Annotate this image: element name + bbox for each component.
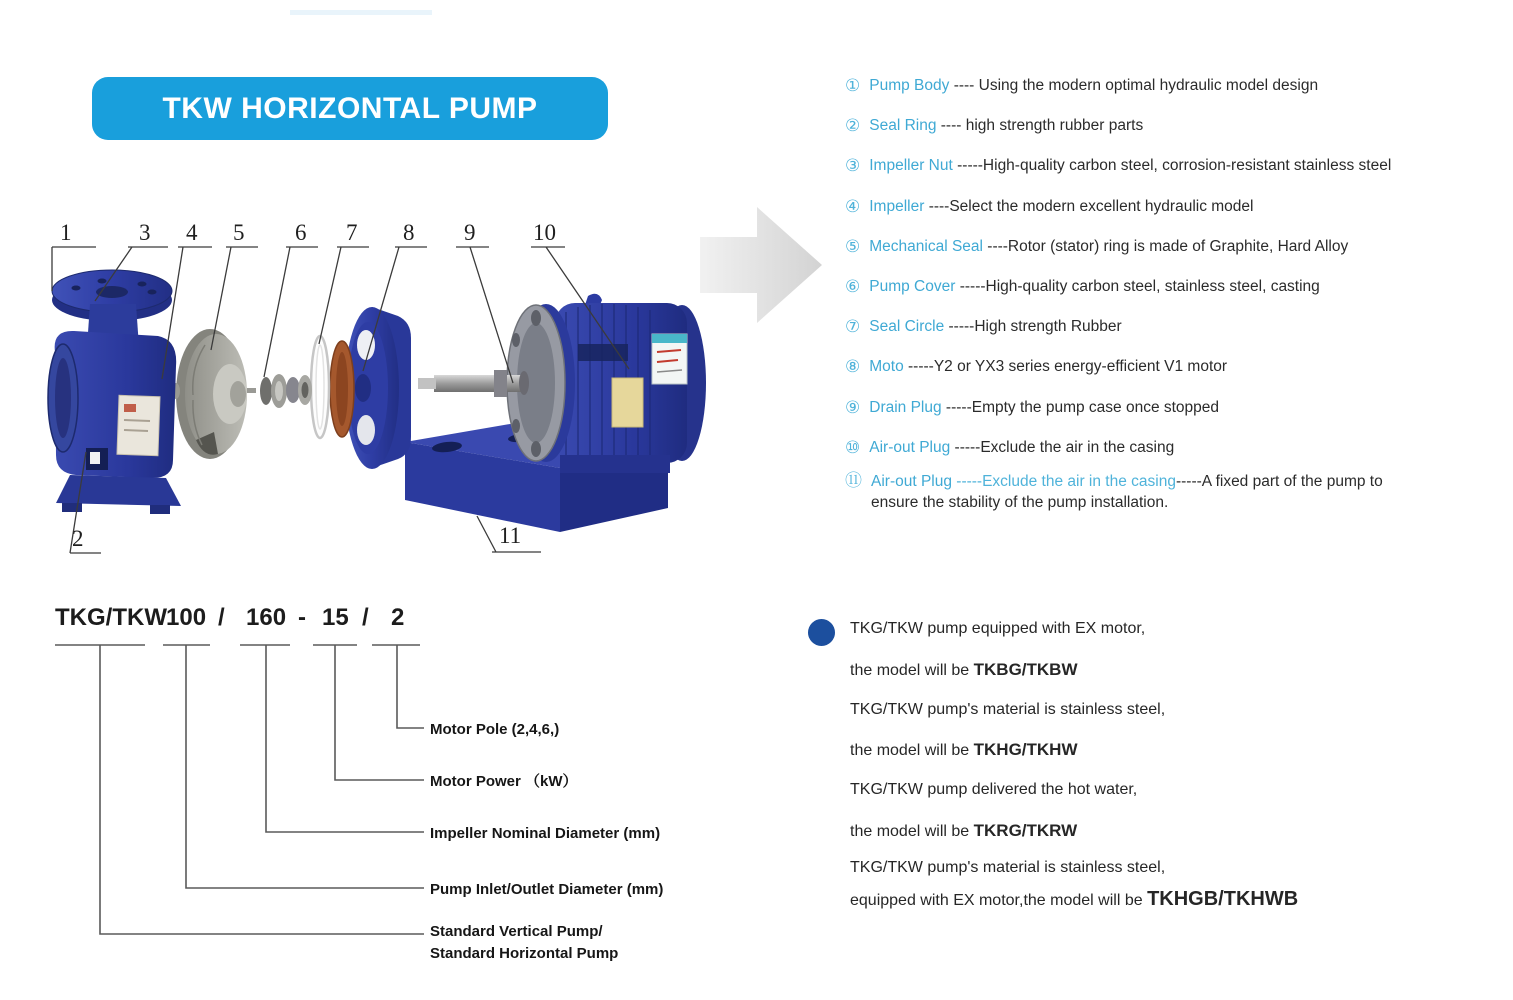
part-description: ----Select the modern excellent hydraulic model: [924, 197, 1254, 215]
part-description: -----A fixed part of the pump to: [1175, 472, 1383, 490]
page-title: TKW HORIZONTAL PUMP: [162, 91, 538, 125]
part-description: -----High strength Rubber: [944, 318, 1122, 336]
label-motor-pole: Motor Pole (2,4,6,): [430, 721, 560, 738]
flow-arrow-icon: [700, 207, 822, 323]
parts-list-item: [845, 187, 1513, 227]
part-name: Moto: [869, 358, 904, 376]
item-number-badge: ⑦: [845, 317, 861, 337]
label-standard-vertical: Standard Vertical Pump/: [430, 923, 603, 940]
part-description: -----Y2 or YX3 series energy-efficient V1 motor: [903, 358, 1228, 376]
part-name: Pump Cover: [869, 278, 956, 296]
part-description: -----Empty the pump case once stopped: [941, 398, 1220, 416]
part-name: Air-out Plug: [869, 438, 951, 456]
note-line: the model will be TKBG/TKBW: [850, 660, 1078, 679]
note-line: TKG/TKW pump delivered the hot water,: [850, 781, 1138, 798]
parts-list-item: [845, 388, 1513, 428]
part-name: Mechanical Seal: [869, 237, 983, 255]
model-code-pole: 2: [391, 604, 405, 631]
item-number-badge: ⑥: [845, 277, 861, 297]
parts-list-item: [845, 106, 1513, 146]
callout-11: 11: [499, 523, 522, 548]
callout-1: 1: [60, 220, 72, 245]
callout-2: 2: [72, 526, 84, 551]
parts-list-item: [845, 66, 1513, 106]
part-name: Impeller: [869, 197, 925, 215]
part-description: ---- Using the modern optimal hydraulic model design: [949, 77, 1319, 95]
label-impeller-diameter: Impeller Nominal Diameter (mm): [430, 825, 661, 842]
model-name: TKHG/TKHW: [973, 740, 1078, 759]
pump-cover-graphic: [330, 307, 411, 469]
callout-7: 7: [346, 220, 358, 245]
model-code-inlet: 100: [166, 604, 207, 631]
model-code-dash: -: [298, 604, 306, 631]
part-name: Pump Body: [869, 77, 950, 95]
parts-list: [845, 66, 1513, 513]
item-number-badge: ⑤: [845, 236, 861, 256]
note-line: TKG/TKW pump's material is stainless steel,: [850, 859, 1166, 876]
callout-9: 9: [464, 220, 476, 245]
parts-list-item: [845, 146, 1513, 186]
part-name: Seal Circle: [869, 318, 945, 336]
note-line: the model will be TKHG/TKHW: [850, 740, 1078, 759]
item-number-badge: ②: [845, 116, 861, 136]
part-description: -----High-quality carbon steel, stainless steel, casting: [955, 278, 1320, 296]
model-name: TKHGB/TKHWB: [1147, 888, 1299, 910]
item-number-badge: ⑧: [845, 357, 861, 377]
item-number-badge: ⑪: [845, 470, 862, 490]
part-name: Air-out Plug: [871, 472, 952, 490]
title-banner: [92, 77, 608, 140]
model-code-series: TKG/TKW: [55, 604, 167, 631]
note-line: TKG/TKW pump's material is stainless steel,: [850, 701, 1166, 718]
mechanical-seal-graphic: [247, 374, 312, 408]
bullet-icon: [808, 619, 835, 646]
seal-circle-graphic: [311, 336, 329, 438]
callout-4: 4: [186, 220, 198, 245]
model-code-power: 15: [322, 604, 349, 631]
callout-3: 3: [139, 220, 151, 245]
top-decor-strip: [290, 10, 432, 15]
part-description: ---- high strength rubber parts: [936, 117, 1144, 135]
callout-8: 8: [403, 220, 415, 245]
note-line: the model will be TKRG/TKRW: [850, 821, 1078, 840]
callout-10: 10: [533, 220, 556, 245]
item-number-badge: ⑨: [845, 397, 861, 417]
part-name: Drain Plug: [869, 398, 942, 416]
pump-exploded-diagram: [0, 195, 870, 585]
part-name: Impeller Nut: [869, 157, 953, 175]
parts-list-item: [845, 470, 1513, 513]
parts-list-item: [845, 347, 1513, 387]
model-code-slash2: /: [362, 604, 369, 631]
model-name: TKBG/TKBW: [973, 660, 1078, 679]
item-number-badge: ①: [845, 76, 861, 96]
model-code-bracket-lines: [0, 600, 760, 1000]
part-description: -----Exclude the air in the casing: [950, 438, 1175, 456]
parts-list-item: [845, 307, 1513, 347]
item-number-badge: ③: [845, 156, 861, 176]
parts-list-item: [845, 227, 1513, 267]
note-line: TKG/TKW pump equipped with EX motor,: [850, 620, 1146, 637]
item-number-badge: ④: [845, 196, 861, 216]
parts-list-item: [845, 428, 1513, 468]
part-description: -----High-quality carbon steel, corrosion-resistant stainless steel: [952, 157, 1392, 175]
item-number-badge: ⑩: [845, 437, 861, 457]
callout-5: 5: [233, 220, 245, 245]
part-description-blue: -----Exclude the air in the casing: [951, 472, 1176, 490]
label-motor-power: Motor Power （kW）: [430, 773, 578, 790]
part-description-line2: ensure the stability of the pump installation.: [871, 493, 1169, 511]
parts-list-item: [845, 267, 1513, 307]
model-code-impeller: 160: [246, 604, 287, 631]
pump-body-graphic: [48, 270, 181, 514]
callout-6: 6: [295, 220, 307, 245]
note-line: equipped with EX motor,the model will be TKHGB/TKHWB: [850, 888, 1299, 910]
model-code-slash1: /: [218, 604, 225, 631]
model-name: TKRG/TKRW: [973, 821, 1078, 840]
part-description: ----Rotor (stator) ring is made of Graphite, Hard Alloy: [982, 237, 1349, 255]
part-name: Seal Ring: [869, 117, 937, 135]
label-inlet-outlet: Pump Inlet/Outlet Diameter (mm): [430, 881, 664, 898]
label-standard-horizontal: Standard Horizontal Pump: [430, 945, 619, 962]
